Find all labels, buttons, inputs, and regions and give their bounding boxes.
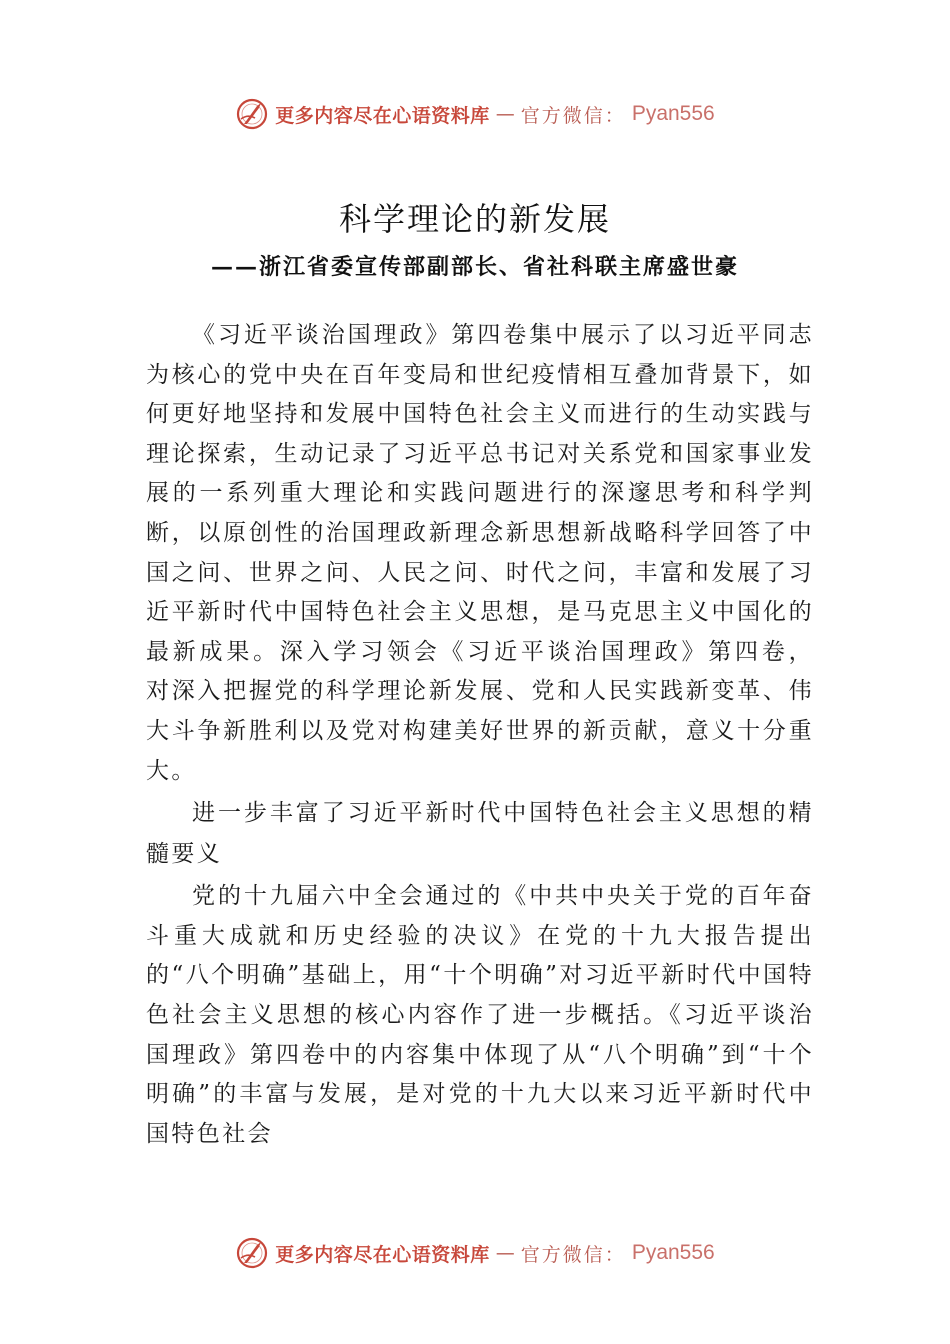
document-subtitle: ——浙江省委宣传部副部长、省社科联主席盛世豪 [210, 254, 739, 280]
footer-watermark-banner [0, 1233, 950, 1273]
document-title: 科学理论的新发展 [338, 200, 611, 238]
document-body [146, 316, 814, 1154]
banner-separator: — [495, 1242, 515, 1264]
paragraph-intro: 《习近平谈治国理政》第四卷集中展示了以习近平同志为核心的党中央在百年变局和世纪疫情相互叠加背景下，如何更好地坚持和发展中国特色社会主义而进行的生动实践与理论探索，生动记录了习近平总书记对关系党和国家事业发展的一系列重大理论和实践问题进行的深邃思考和科学判断，以原创性的治国理政新理念新思想新战略科学回答了中国之问、世界之问、人民之问、时代之问，丰富和发展了习近平新时代中国特色社会主义思想，是马克思主义中国化的最新成果。深入学习领会《习近平谈治国理政》第四卷， 对深入把握党的科学理论新发展、党和人民实践新变革、伟大斗争新胜利以及党对构建美好世界的新贡献，意义十分重大。 [146, 322, 814, 784]
wechat-id: Pyan556 [631, 102, 715, 125]
quill-pen-logo-icon [235, 97, 269, 131]
banner-separator: — [495, 103, 515, 125]
paragraph-section-body: 党的十九届六中全会通过的《中共中央关于党的百年奋斗重大成就和历史经验的决议》在党的十九大报告提出的“八个明确”基础上，用“十个明确”对习近平新时代中国特色社会主义思想的核心内容作了进一步概括。《习近平谈治国理政》第四卷中的内容集中体现了从“八个明确”到“十个明确”的丰富与发展，是对党的十九大以来习近平新时代中国特色社会 [146, 883, 814, 1147]
wechat-id: Pyan556 [631, 1241, 715, 1264]
section-heading: 进一步丰富了习近平新时代中国特色社会主义思想的精髓要义 [146, 800, 814, 868]
header-watermark-banner [0, 94, 950, 134]
quill-pen-logo-icon [235, 1236, 269, 1270]
wechat-label: 官方微信： [520, 104, 626, 127]
brand-text: 更多内容尽在心语资料库 [275, 1243, 490, 1266]
brand-text: 更多内容尽在心语资料库 [275, 104, 490, 127]
wechat-label: 官方微信： [520, 1243, 626, 1266]
